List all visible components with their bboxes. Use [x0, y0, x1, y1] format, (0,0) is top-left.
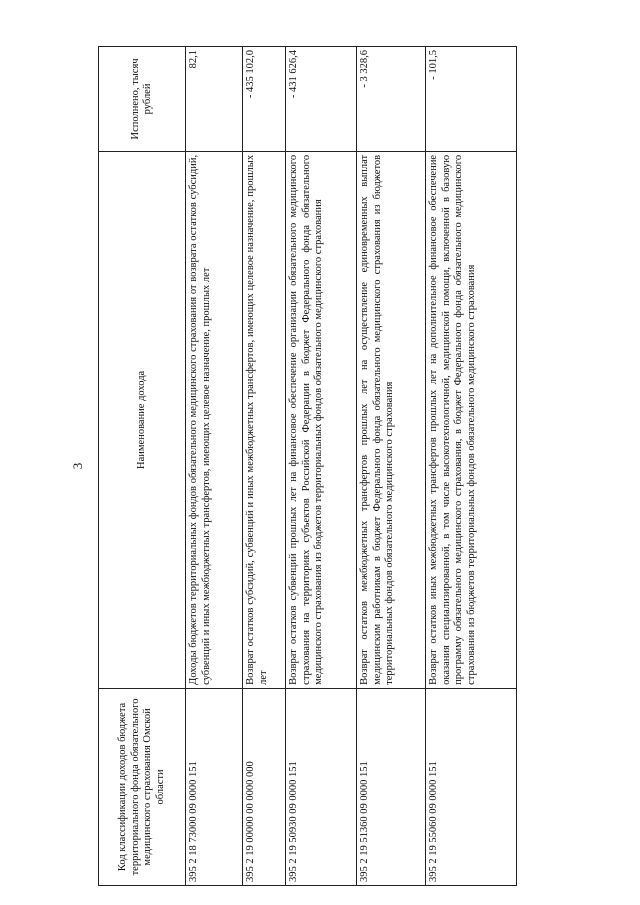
revenue-table	[98, 46, 517, 886]
header-code: Код классификации доходов бюджета территориального фонда обязательного медицинского страхования Омской области	[99, 688, 186, 885]
header-name: Наименование дохода	[99, 151, 186, 688]
row-name: Возврат остатков субвенций прошлых лет на финансовое обеспечение организации обязательного медицинского страхования на территориях субъектов Российской Федерации в бюджет Федерального фонда обязательного медицинского страхования из бюджетов территориальных фондов обязательного медицинского страхования	[286, 151, 357, 688]
table-row	[286, 47, 357, 886]
page-number: 3	[70, 462, 85, 470]
row-code: 395 2 19 50930 09 0000 151	[286, 688, 357, 885]
row-code: 395 2 19 51360 09 0000 151	[357, 688, 426, 885]
row-name: Возврат остатков субсидий, субвенций и иных межбюджетных трансфертов, имеющих целевое назначение, прошлых лет	[243, 151, 286, 688]
row-amount: - 431 626,4	[286, 47, 357, 152]
table-row	[426, 47, 517, 886]
table-row	[186, 47, 243, 886]
row-amount: 82,1	[186, 47, 243, 152]
rotated-content	[58, 46, 496, 886]
row-code: 395 2 18 73000 09 0000 151	[186, 688, 243, 885]
header-amount: Исполнено, тысяч рублей	[99, 47, 186, 152]
row-amount: - 101,5	[426, 47, 517, 152]
row-name: Доходы бюджетов территориальных фондов обязательного медицинского страхования от возврата остатков субсидий, субвенций и иных межбюджетных трансфертов, имеющих целевое назначение, прошлых лет	[186, 151, 243, 688]
row-code: 395 2 19 00000 00 0000 000	[243, 688, 286, 885]
row-name: Возврат остатков иных межбюджетных трансфертов прошлых лет на дополнительное финансовое обеспечение оказания специализированной, в том числе высокотехнологичной, медицинской помощи, включенной в базовую программу обязательного медицинского страхования, в бюджет Федерального фонда обязательного медицинского страхования из бюджетов территориальных фондов обязательного медицинского страхования	[426, 151, 517, 688]
row-amount: - 3 328,6	[357, 47, 426, 152]
row-name: Возврат остатков межбюджетных трансфертов прошлых лет на осуществление единовременных выплат медицинским работникам в бюджет Федерального фонда обязательного медицинского страхования из бюджетов территориальных фондов обязательного медицинского страхования	[357, 151, 426, 688]
table-row	[243, 47, 286, 886]
table-header-row	[99, 47, 186, 886]
row-amount: - 435 102,0	[243, 47, 286, 152]
table-row	[357, 47, 426, 886]
row-code: 395 2 19 55060 09 0000 151	[426, 688, 517, 885]
